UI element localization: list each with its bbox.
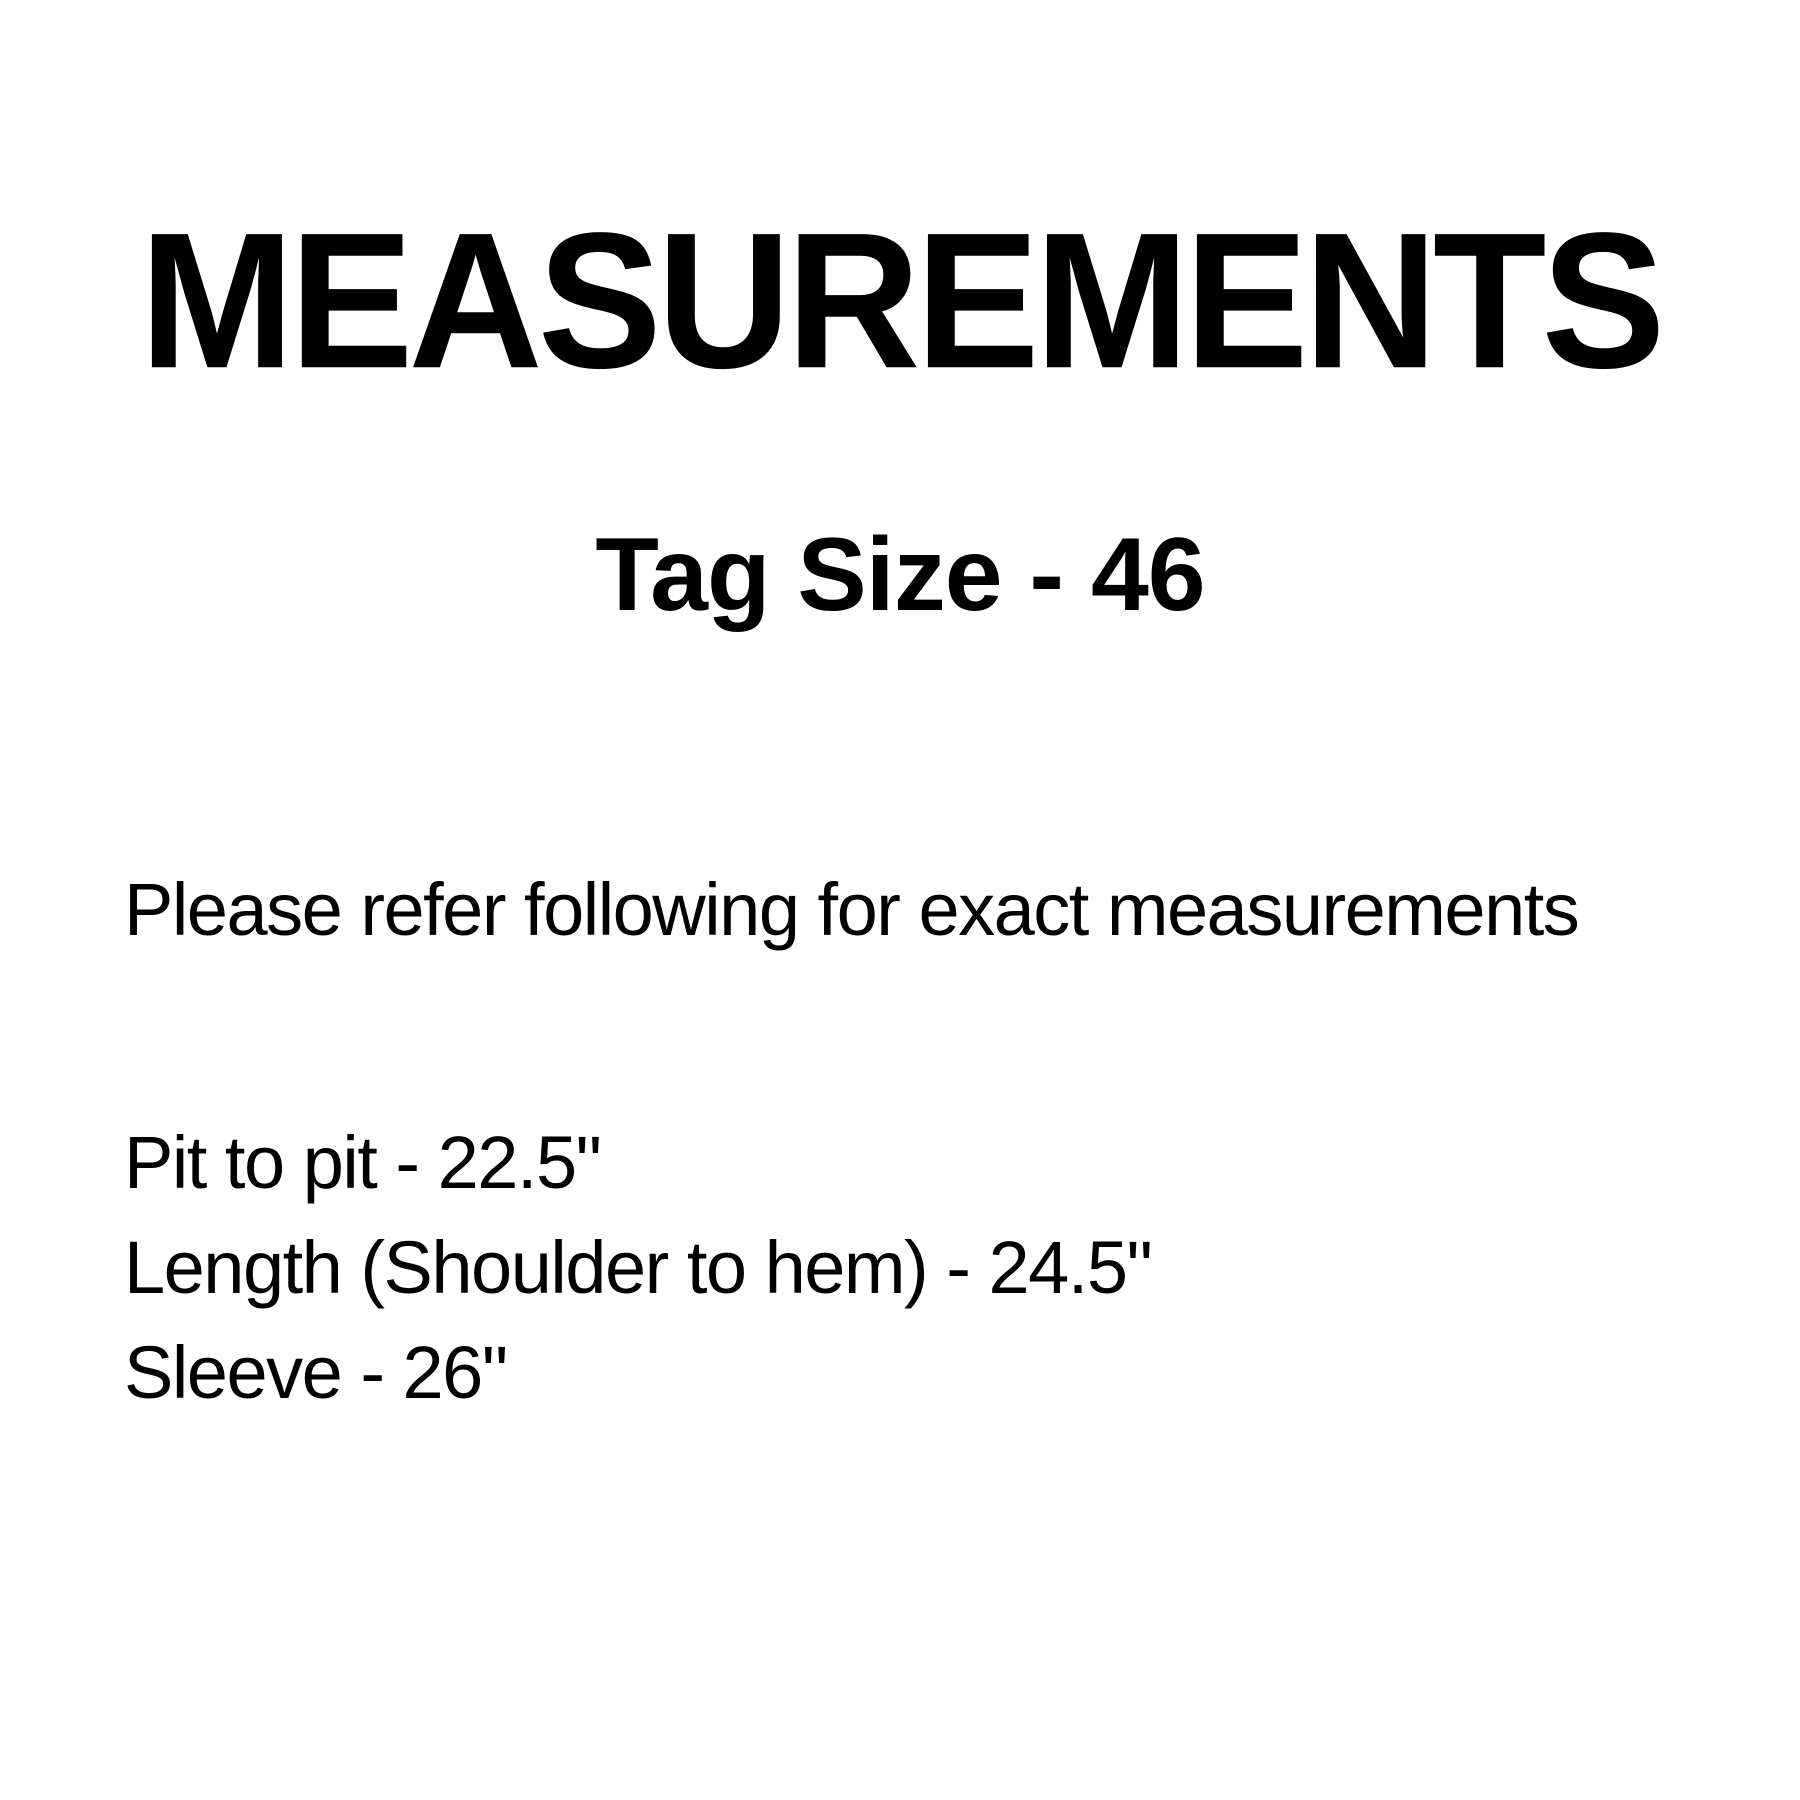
measurement-sleeve: Sleeve - 26" <box>124 1331 507 1414</box>
measurement-pit-to-pit: Pit to pit - 22.5" <box>124 1121 601 1204</box>
measurement-length-shoulder-to-hem: Length (Shoulder to hem) - 24.5" <box>124 1226 1152 1309</box>
measurement-list <box>124 1110 1740 1425</box>
tag-size-heading: Tag Size - 46 <box>595 517 1205 633</box>
page-title: MEASUREMENTS <box>139 193 1661 409</box>
intro-text: Please refer following for exact measurements <box>124 868 1579 951</box>
